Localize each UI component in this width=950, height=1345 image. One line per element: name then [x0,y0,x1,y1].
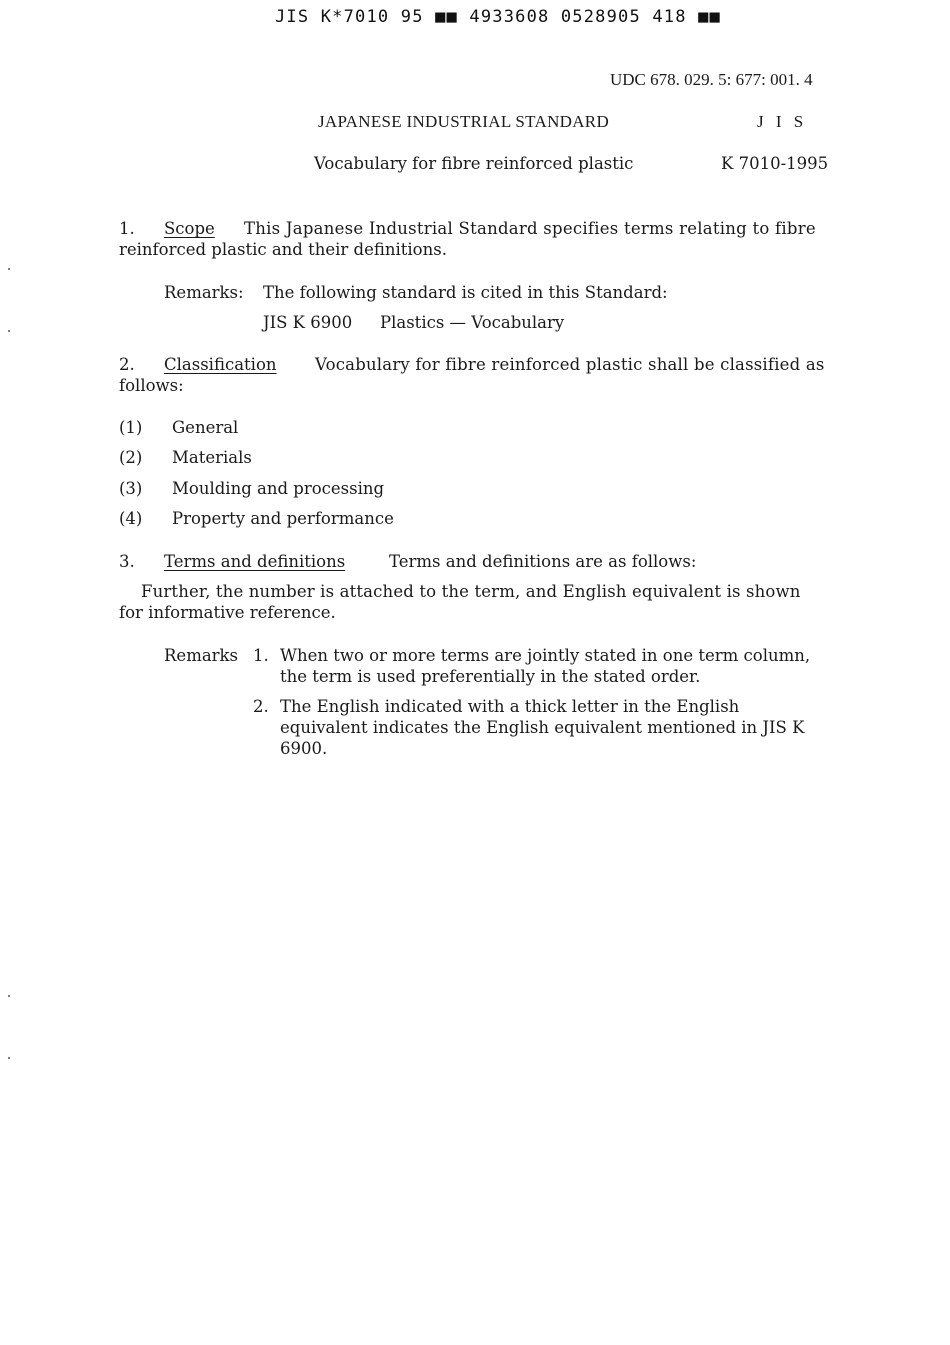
cited-standard-title: Plastics — Vocabulary [380,313,565,332]
remark-text-line1: The English indicated with a thick letter in the English [280,697,740,716]
list-item: Property and performance [172,509,394,528]
remark-text-line2: equivalent indicates the English equivalent mentioned in JIS K [280,718,805,737]
scan-mark [8,330,10,332]
section-3-para-line1: Further, the number is attached to the term, and English equivalent is shown [141,582,801,601]
section-1-remarks-label: Remarks: [164,283,244,302]
standard-number: K 7010-1995 [721,154,829,173]
remark-text-line3: 6900. [280,739,328,758]
jis-label: J I S [757,112,808,131]
scan-mark [8,1057,10,1059]
section-2-text-line1: Vocabulary for fibre reinforced plastic shall be classified as [315,355,825,374]
section-2-number: 2. [119,355,135,374]
section-1-text-line2: reinforced plastic and their definitions. [119,240,447,259]
remark-number: 1. [253,646,269,665]
document-code-line: JIS K*7010 95 ■■ 4933608 0528905 418 ■■ [275,7,721,27]
remark-number: 2. [253,697,269,716]
section-3-heading: Terms and definitions [164,552,346,571]
scan-mark [8,268,10,270]
section-2-heading: Classification [164,355,277,374]
list-item: Materials [172,448,252,467]
section-1-heading: Scope [164,219,215,238]
section-3-number: 3. [119,552,135,571]
remark-text-line1: When two or more terms are jointly stated in one term column, [280,646,811,665]
udc-number: UDC 678. 029. 5: 677: 001. 4 [610,70,813,89]
cited-standard-number: JIS K 6900 [263,313,353,332]
section-3-para-line2: for informative reference. [119,603,336,622]
list-item: General [172,418,239,437]
section-3-text: Terms and definitions are as follows: [389,552,697,571]
standard-name: JAPANESE INDUSTRIAL STANDARD [318,112,610,131]
section-1-number: 1. [119,219,135,238]
section-1-text-line1: This Japanese Industrial Standard specifies terms relating to fibre [244,219,816,238]
section-3-remarks-label: Remarks [164,646,239,665]
section-2-text-line2: follows: [119,376,184,395]
list-item: Moulding and processing [172,479,385,498]
section-1-remarks-text: The following standard is cited in this Standard: [263,283,668,302]
list-item-number: (4) [119,509,143,528]
list-item-number: (2) [119,448,143,467]
list-item-number: (3) [119,479,143,498]
list-item-number: (1) [119,418,143,437]
scan-mark [8,995,10,997]
remark-text-line2: the term is used preferentially in the stated order. [280,667,701,686]
page-title: Vocabulary for fibre reinforced plastic [314,154,634,173]
